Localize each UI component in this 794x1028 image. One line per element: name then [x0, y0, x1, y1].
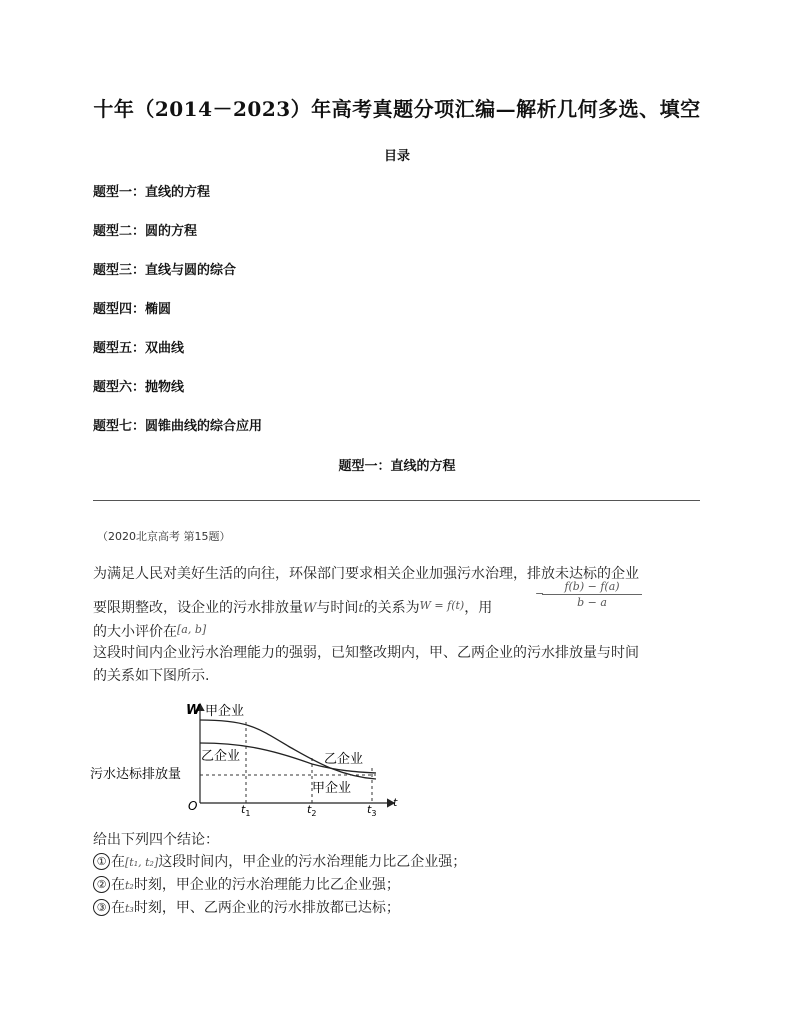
- math-t3: t₃: [125, 902, 134, 915]
- paragraph-line-4: 这段时间内企业污水治理能力的强弱，已知整改期内，甲、乙两企业的污水排放量与时间: [93, 645, 639, 661]
- text-fragment: 要限期整改，设企业的污水排放量: [93, 600, 303, 616]
- origin-label: O: [188, 799, 198, 813]
- x-axis-label: t: [393, 796, 398, 809]
- text-fragment: 在: [111, 900, 125, 916]
- fraction-sign: −: [535, 587, 545, 600]
- text-fragment: 时刻，甲、乙两企业的污水排放都已达标；: [133, 900, 400, 916]
- conclusion-3: [93, 897, 400, 917]
- tick-t1: $t_1$: [241, 803, 251, 816]
- text-fragment: 这段时间内，甲企业的污水治理能力比乙企业强；: [158, 854, 467, 870]
- circled-number-3: ③: [93, 899, 110, 916]
- circled-number-2: ②: [93, 876, 110, 893]
- toc-item-2[interactable]: 题型二：圆的方程: [93, 224, 198, 239]
- section-heading: 题型一：直线的方程: [338, 459, 456, 474]
- fraction-numerator: f(b) − f(a): [542, 580, 642, 595]
- tick-t3: $t_3$: [367, 803, 377, 816]
- toc-item-5[interactable]: 题型五：双曲线: [93, 341, 185, 356]
- text-fragment: 在: [111, 877, 125, 893]
- paragraph-line-1: 为满足人民对美好生活的向往，环保部门要求相关企业加强污水治理，排放未达标的企业: [93, 566, 639, 582]
- toc-heading: 目录: [383, 149, 410, 164]
- emission-graph: [88, 698, 408, 816]
- text-fragment: ，用: [464, 600, 493, 616]
- section-divider: [93, 500, 700, 501]
- document-title: 十年（2014－2023）年高考真题分项汇编—解析几何多选、填空: [93, 97, 701, 121]
- fraction-denominator: b − a: [577, 596, 607, 609]
- text-fragment: 与时间: [316, 600, 359, 616]
- toc-item-6[interactable]: 题型六：抛物线: [93, 380, 185, 395]
- toc-item-7[interactable]: 题型七：圆锥曲线的综合应用: [93, 419, 263, 434]
- toc-item-3[interactable]: 题型三：直线与圆的综合: [93, 263, 237, 278]
- text-fragment: 在: [111, 854, 125, 870]
- label-yi-right: 乙企业: [324, 752, 364, 767]
- toc-item-4[interactable]: 题型四：椭圆: [93, 302, 172, 317]
- text-fragment: 的大小评价在: [93, 624, 177, 640]
- text-fragment: 的关系为: [363, 600, 420, 616]
- question-source: （2020北京高考 第15题）: [97, 530, 231, 543]
- label-yi-left: 乙企业: [201, 749, 241, 764]
- paragraph-line-2: [93, 597, 492, 617]
- text-fragment: 时刻，甲企业的污水治理能力比乙企业强；: [133, 877, 400, 893]
- tick-t2: $t_2$: [307, 803, 317, 816]
- label-jia-bottom: 甲企业: [312, 781, 352, 796]
- conclusions-intro: 给出下列四个结论：: [93, 832, 219, 848]
- math-var-w: W: [303, 601, 317, 616]
- math-interval: [a, b]: [177, 623, 207, 636]
- conclusion-2: [93, 874, 400, 894]
- standard-label: 污水达标排放量: [90, 767, 182, 782]
- fraction-expression: [535, 580, 642, 609]
- label-jia-top: 甲企业: [205, 704, 245, 719]
- circled-number-1: ①: [93, 853, 110, 870]
- math-t2: t₂: [125, 879, 134, 892]
- paragraph-line-3: [93, 621, 206, 641]
- math-interval-t1-t2: [t₁, t₂]: [125, 856, 159, 869]
- toc-item-1[interactable]: 题型一：直线的方程: [93, 185, 211, 200]
- math-function: W = f(t): [419, 599, 465, 612]
- y-axis-label: W: [186, 703, 201, 718]
- paragraph-line-5: 的关系如下图所示.: [93, 668, 210, 684]
- math-var-t: t: [358, 601, 364, 616]
- conclusion-1: [93, 851, 466, 871]
